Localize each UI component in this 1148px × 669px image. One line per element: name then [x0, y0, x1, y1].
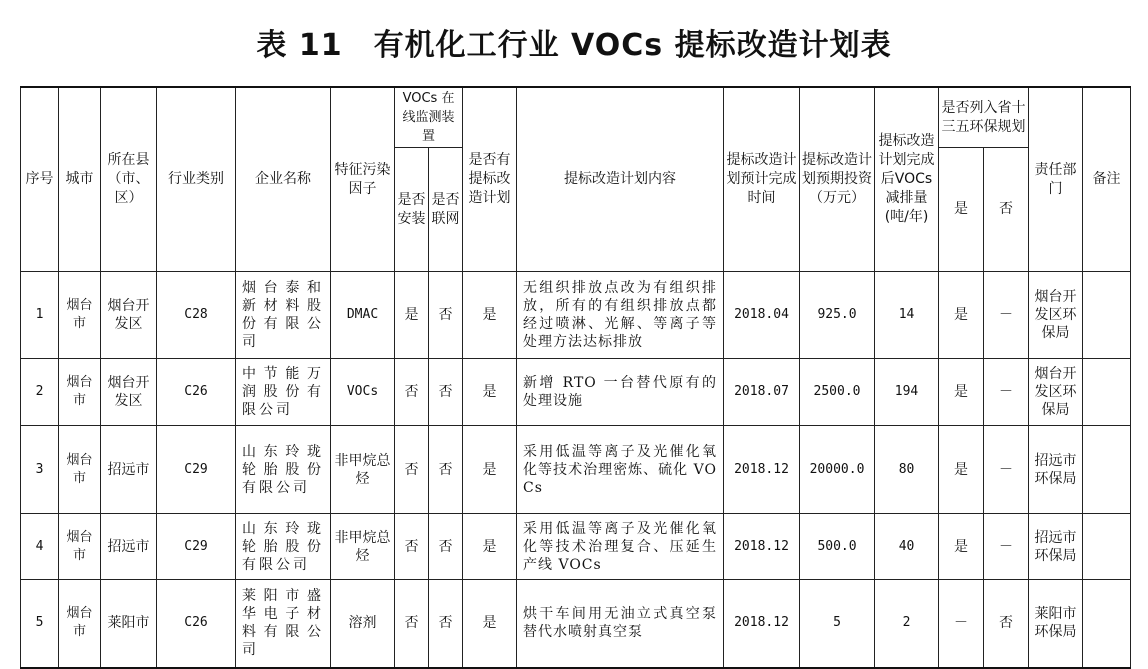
table-row [21, 359, 1131, 426]
cell-company: 莱阳市盛华电子材料有限公司 [236, 580, 331, 668]
cell-county: 烟台开发区 [101, 359, 157, 426]
cell-seq: 3 [21, 426, 59, 514]
cell-installed: 否 [395, 514, 429, 580]
cell-fyp-yes: 是 [939, 426, 984, 514]
cell-finish: 2018.07 [724, 359, 800, 426]
header-monitor-networked: 是否联网 [429, 148, 463, 272]
cell-pollutant: DMAC [331, 272, 395, 359]
table-row [21, 580, 1131, 668]
cell-fyp-yes: － [939, 580, 984, 668]
cell-city: 烟台市 [59, 426, 101, 514]
header-note: 备注 [1083, 87, 1131, 272]
cell-content: 烘干车间用无油立式真空泵替代水喷射真空泵 [517, 580, 724, 668]
cell-invest: 500.0 [800, 514, 875, 580]
cell-county: 招远市 [101, 426, 157, 514]
cell-city: 烟台市 [59, 514, 101, 580]
cell-fyp-yes: 是 [939, 359, 984, 426]
header-reduction: 提标改造计划完成后VOCs 减排量(吨/年) [875, 87, 939, 272]
cell-installed: 是 [395, 272, 429, 359]
table-title: 表 11 有机化工行业 VOCs 提标改造计划表 [256, 28, 892, 63]
cell-installed: 否 [395, 359, 429, 426]
cell-seq: 1 [21, 272, 59, 359]
cell-has-plan: 是 [463, 580, 517, 668]
cell-county: 莱阳市 [101, 580, 157, 668]
cell-dept: 烟台开发区环保局 [1029, 359, 1083, 426]
cell-content: 新增 RTO 一台替代原有的处理设施 [517, 359, 724, 426]
cell-note [1083, 359, 1131, 426]
cell-installed: 否 [395, 580, 429, 668]
cell-company: 山东玲珑轮胎股份有限公司 [236, 426, 331, 514]
header-dept: 责任部门 [1029, 87, 1083, 272]
cell-content: 采用低温等离子及光催化氧化等技术治理复合、压延生产线 VOCs [517, 514, 724, 580]
header-investment: 提标改造计划预期投资（万元） [800, 87, 875, 272]
cell-reduction: 194 [875, 359, 939, 426]
cell-fyp-no: － [984, 514, 1029, 580]
cell-seq: 4 [21, 514, 59, 580]
cell-reduction: 14 [875, 272, 939, 359]
cell-dept: 烟台开发区环保局 [1029, 272, 1083, 359]
cell-city: 烟台市 [59, 272, 101, 359]
cell-dept: 招远市环保局 [1029, 426, 1083, 514]
cell-note [1083, 426, 1131, 514]
header-plan-content: 提标改造计划内容 [517, 87, 724, 272]
cell-invest: 5 [800, 580, 875, 668]
header-county: 所在县（市、区） [101, 87, 157, 272]
cell-finish: 2018.12 [724, 580, 800, 668]
cell-industry: C29 [157, 426, 236, 514]
header-has-plan: 是否有提标改造计划 [463, 87, 517, 272]
cell-invest: 2500.0 [800, 359, 875, 426]
cell-industry: C26 [157, 580, 236, 668]
header-monitor-installed: 是否安装 [395, 148, 429, 272]
cell-finish: 2018.04 [724, 272, 800, 359]
cell-has-plan: 是 [463, 272, 517, 359]
cell-industry: C28 [157, 272, 236, 359]
cell-county: 烟台开发区 [101, 272, 157, 359]
cell-fyp-no: － [984, 272, 1029, 359]
cell-invest: 925.0 [800, 272, 875, 359]
table-row [21, 272, 1131, 359]
cell-content: 无组织排放点改为有组织排放，所有的有组织排放点都经过喷淋、光解、等离子等处理方法达标排放 [517, 272, 724, 359]
cell-fyp-no: － [984, 426, 1029, 514]
header-seq: 序号 [21, 87, 59, 272]
header-finish-time: 提标改造计划预计完成时间 [724, 87, 800, 272]
header-fyp-no: 否 [984, 148, 1029, 272]
cell-note [1083, 272, 1131, 359]
header-fyp-group: 是否列入省十三五环保规划 [939, 87, 1029, 148]
voc-plan-table [20, 86, 1131, 669]
cell-reduction: 2 [875, 580, 939, 668]
cell-reduction: 40 [875, 514, 939, 580]
cell-networked: 否 [429, 272, 463, 359]
cell-company: 山东玲珑轮胎股份有限公司 [236, 514, 331, 580]
cell-county: 招远市 [101, 514, 157, 580]
cell-company: 烟台泰和新材料股份有限公司 [236, 272, 331, 359]
cell-networked: 否 [429, 514, 463, 580]
cell-reduction: 80 [875, 426, 939, 514]
cell-installed: 否 [395, 426, 429, 514]
cell-finish: 2018.12 [724, 426, 800, 514]
cell-pollutant: 非甲烷总烃 [331, 426, 395, 514]
header-company: 企业名称 [236, 87, 331, 272]
cell-company: 中节能万润股份有限公司 [236, 359, 331, 426]
table-row [21, 426, 1131, 514]
cell-fyp-yes: 是 [939, 514, 984, 580]
cell-industry: C29 [157, 514, 236, 580]
header-industry: 行业类别 [157, 87, 236, 272]
cell-city: 烟台市 [59, 580, 101, 668]
cell-finish: 2018.12 [724, 514, 800, 580]
cell-fyp-no: 否 [984, 580, 1029, 668]
table-row [21, 514, 1131, 580]
cell-seq: 2 [21, 359, 59, 426]
cell-networked: 否 [429, 580, 463, 668]
cell-invest: 20000.0 [800, 426, 875, 514]
header-monitor-group: VOCs 在线监测装置 [395, 87, 463, 148]
cell-pollutant: VOCs [331, 359, 395, 426]
cell-seq: 5 [21, 580, 59, 668]
cell-has-plan: 是 [463, 426, 517, 514]
cell-networked: 否 [429, 426, 463, 514]
header-pollutant: 特征污染因子 [331, 87, 395, 272]
cell-networked: 否 [429, 359, 463, 426]
cell-has-plan: 是 [463, 514, 517, 580]
cell-content: 采用低温等离子及光催化氧化等技术治理密炼、硫化 VOCs [517, 426, 724, 514]
cell-fyp-yes: 是 [939, 272, 984, 359]
header-fyp-yes: 是 [939, 148, 984, 272]
header-city: 城市 [59, 87, 101, 272]
cell-industry: C26 [157, 359, 236, 426]
cell-note [1083, 514, 1131, 580]
cell-pollutant: 溶剂 [331, 580, 395, 668]
cell-pollutant: 非甲烷总烃 [331, 514, 395, 580]
cell-city: 烟台市 [59, 359, 101, 426]
cell-dept: 招远市环保局 [1029, 514, 1083, 580]
cell-fyp-no: － [984, 359, 1029, 426]
cell-dept: 莱阳市环保局 [1029, 580, 1083, 668]
cell-has-plan: 是 [463, 359, 517, 426]
cell-note [1083, 580, 1131, 668]
